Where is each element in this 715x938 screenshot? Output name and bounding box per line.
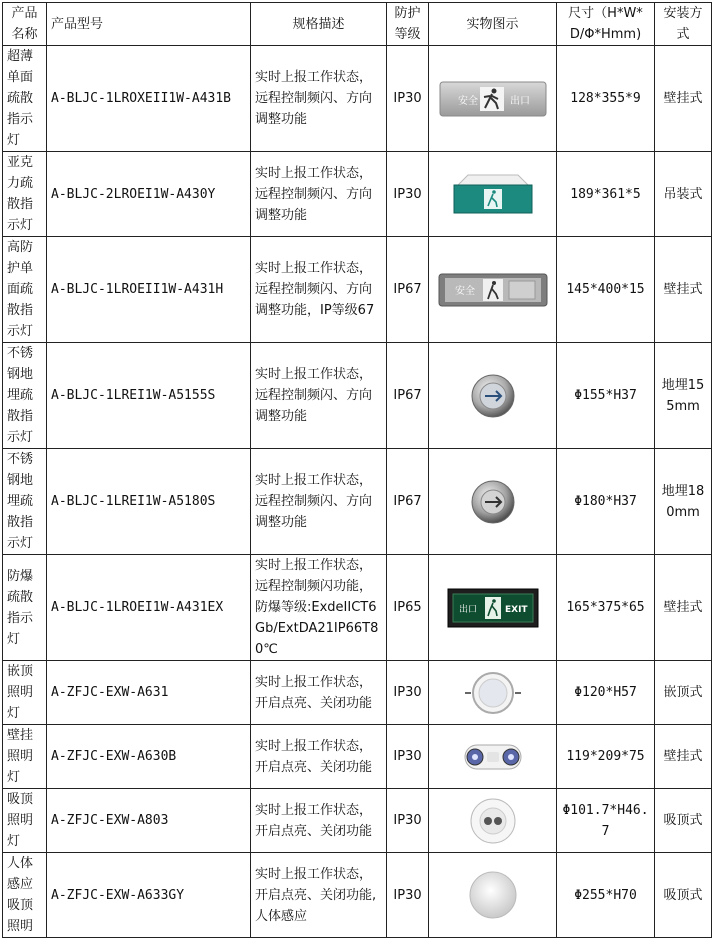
protection-level: IP30 bbox=[387, 725, 429, 789]
ceiling-light-icon bbox=[468, 796, 518, 846]
product-size: 119*209*75 bbox=[557, 725, 655, 789]
product-size: Φ180*H37 bbox=[557, 449, 655, 555]
product-size: Φ120*H57 bbox=[557, 661, 655, 725]
product-name: 不锈钢地埋疏散指示灯 bbox=[3, 449, 47, 555]
product-name: 亚克力疏散指示灯 bbox=[3, 152, 47, 237]
protection-level: IP67 bbox=[387, 343, 429, 449]
mount-type: 吸顶式 bbox=[655, 789, 712, 853]
sign-text-right: 出口 bbox=[509, 95, 530, 107]
protection-level: IP30 bbox=[387, 661, 429, 725]
table-row bbox=[3, 789, 712, 853]
protection-level: IP65 bbox=[387, 555, 429, 661]
product-spec: 实时上报工作状态，远程控制频闪、方向调整功能，IP等级67 bbox=[251, 237, 387, 343]
product-spec: 实时上报工作状态，开启点亮、关闭功能 bbox=[251, 661, 387, 725]
table-row bbox=[3, 343, 712, 449]
mount-type: 壁挂式 bbox=[655, 725, 712, 789]
product-name: 人体感应吸顶照明 bbox=[3, 853, 47, 938]
protection-level: IP30 bbox=[387, 152, 429, 237]
mount-type: 嵌顶式 bbox=[655, 661, 712, 725]
product-name: 高防护单面疏散指示灯 bbox=[3, 237, 47, 343]
header-size: 尺寸（H*W*D/Φ*Hmm) bbox=[557, 3, 655, 46]
sign-text-left: 出口 bbox=[458, 604, 477, 615]
mount-type: 地埋180mm bbox=[655, 449, 712, 555]
product-name: 防爆疏散指示灯 bbox=[3, 555, 47, 661]
protection-level: IP67 bbox=[387, 449, 429, 555]
table-row bbox=[3, 449, 712, 555]
header-name: 产品名称 bbox=[3, 3, 47, 46]
product-model: A-ZFJC-EXW-A803 bbox=[47, 789, 251, 853]
table-row bbox=[3, 46, 712, 152]
header-model: 产品型号 bbox=[47, 3, 251, 46]
product-model: A-BLJC-1LROEII1W-A431H bbox=[47, 237, 251, 343]
sign-text-left: 安全 bbox=[454, 285, 475, 297]
product-size: 189*361*5 bbox=[557, 152, 655, 237]
product-name: 吸顶照明灯 bbox=[3, 789, 47, 853]
mount-type: 壁挂式 bbox=[655, 237, 712, 343]
product-name: 超薄单面疏散指示灯 bbox=[3, 46, 47, 152]
product-name: 不锈钢地埋疏散指示灯 bbox=[3, 343, 47, 449]
table-row bbox=[3, 237, 712, 343]
product-spec: 实时上报工作状态，远程控制频闪、方向调整功能 bbox=[251, 449, 387, 555]
product-spec: 实时上报工作状态，远程控制频闪、方向调整功能 bbox=[251, 343, 387, 449]
product-spec: 实时上报工作状态，远程控制频闪功能，防爆等级:ExdeIICT6Gb/ExtDA21IP66T80℃ bbox=[251, 555, 387, 661]
floor-round-light-icon bbox=[470, 479, 516, 525]
protection-level: IP30 bbox=[387, 46, 429, 152]
high-protection-exit-sign-icon bbox=[437, 270, 549, 310]
twin-head-wall-light-icon bbox=[461, 739, 525, 775]
header-row bbox=[3, 3, 712, 46]
header-image: 实物图示 bbox=[429, 3, 557, 46]
product-model: A-BLJC-1LREI1W-A5180S bbox=[47, 449, 251, 555]
table-row bbox=[3, 661, 712, 725]
recessed-downlight-icon bbox=[461, 671, 525, 715]
header-ip: 防护等级 bbox=[387, 3, 429, 46]
protection-level: IP67 bbox=[387, 237, 429, 343]
product-model: A-ZFJC-EXW-A631 bbox=[47, 661, 251, 725]
mount-type: 壁挂式 bbox=[655, 46, 712, 152]
product-model: A-ZFJC-EXW-A633GY bbox=[47, 853, 251, 938]
product-model: A-BLJC-1LROEI1W-A431EX bbox=[47, 555, 251, 661]
product-spec: 实时上报工作状态，远程控制频闪、方向调整功能 bbox=[251, 152, 387, 237]
sign-text-right: EXIT bbox=[504, 604, 528, 615]
table-row bbox=[3, 725, 712, 789]
mount-type: 吊装式 bbox=[655, 152, 712, 237]
product-name: 壁挂照明灯 bbox=[3, 725, 47, 789]
product-spec-table bbox=[2, 2, 712, 938]
table-row bbox=[3, 555, 712, 661]
product-spec: 实时上报工作状态，开启点亮、关闭功能 bbox=[251, 789, 387, 853]
mount-type: 地埋155mm bbox=[655, 343, 712, 449]
sensor-ceiling-light-icon bbox=[468, 870, 518, 920]
product-size: 165*375*65 bbox=[557, 555, 655, 661]
product-model: A-ZFJC-EXW-A630B bbox=[47, 725, 251, 789]
product-name: 嵌顶照明灯 bbox=[3, 661, 47, 725]
product-size: Φ101.7*H46.7 bbox=[557, 789, 655, 853]
product-model: A-BLJC-1LREI1W-A5155S bbox=[47, 343, 251, 449]
product-size: 145*400*15 bbox=[557, 237, 655, 343]
explosion-proof-exit-sign-icon bbox=[447, 587, 539, 629]
product-size: 128*355*9 bbox=[557, 46, 655, 152]
table-row bbox=[3, 152, 712, 237]
product-size: Φ255*H70 bbox=[557, 853, 655, 938]
product-spec: 实时上报工作状态，开启点亮、关闭功能,人体感应 bbox=[251, 853, 387, 938]
acrylic-exit-sign-icon bbox=[448, 171, 538, 217]
product-spec: 实时上报工作状态，远程控制频闪、方向调整功能 bbox=[251, 46, 387, 152]
table-row bbox=[3, 853, 712, 938]
sign-text-left: 安全 bbox=[457, 95, 478, 107]
floor-round-light-icon bbox=[470, 373, 516, 419]
product-model: A-BLJC-1LROXEII1W-A431B bbox=[47, 46, 251, 152]
product-size: Φ155*H37 bbox=[557, 343, 655, 449]
mount-type: 壁挂式 bbox=[655, 555, 712, 661]
header-spec: 规格描述 bbox=[251, 3, 387, 46]
protection-level: IP30 bbox=[387, 789, 429, 853]
protection-level: IP30 bbox=[387, 853, 429, 938]
thin-exit-sign-icon bbox=[438, 78, 548, 120]
mount-type: 吸顶式 bbox=[655, 853, 712, 938]
product-model: A-BLJC-2LROEI1W-A430Y bbox=[47, 152, 251, 237]
product-spec: 实时上报工作状态，开启点亮、关闭功能 bbox=[251, 725, 387, 789]
header-mount: 安装方式 bbox=[655, 3, 712, 46]
